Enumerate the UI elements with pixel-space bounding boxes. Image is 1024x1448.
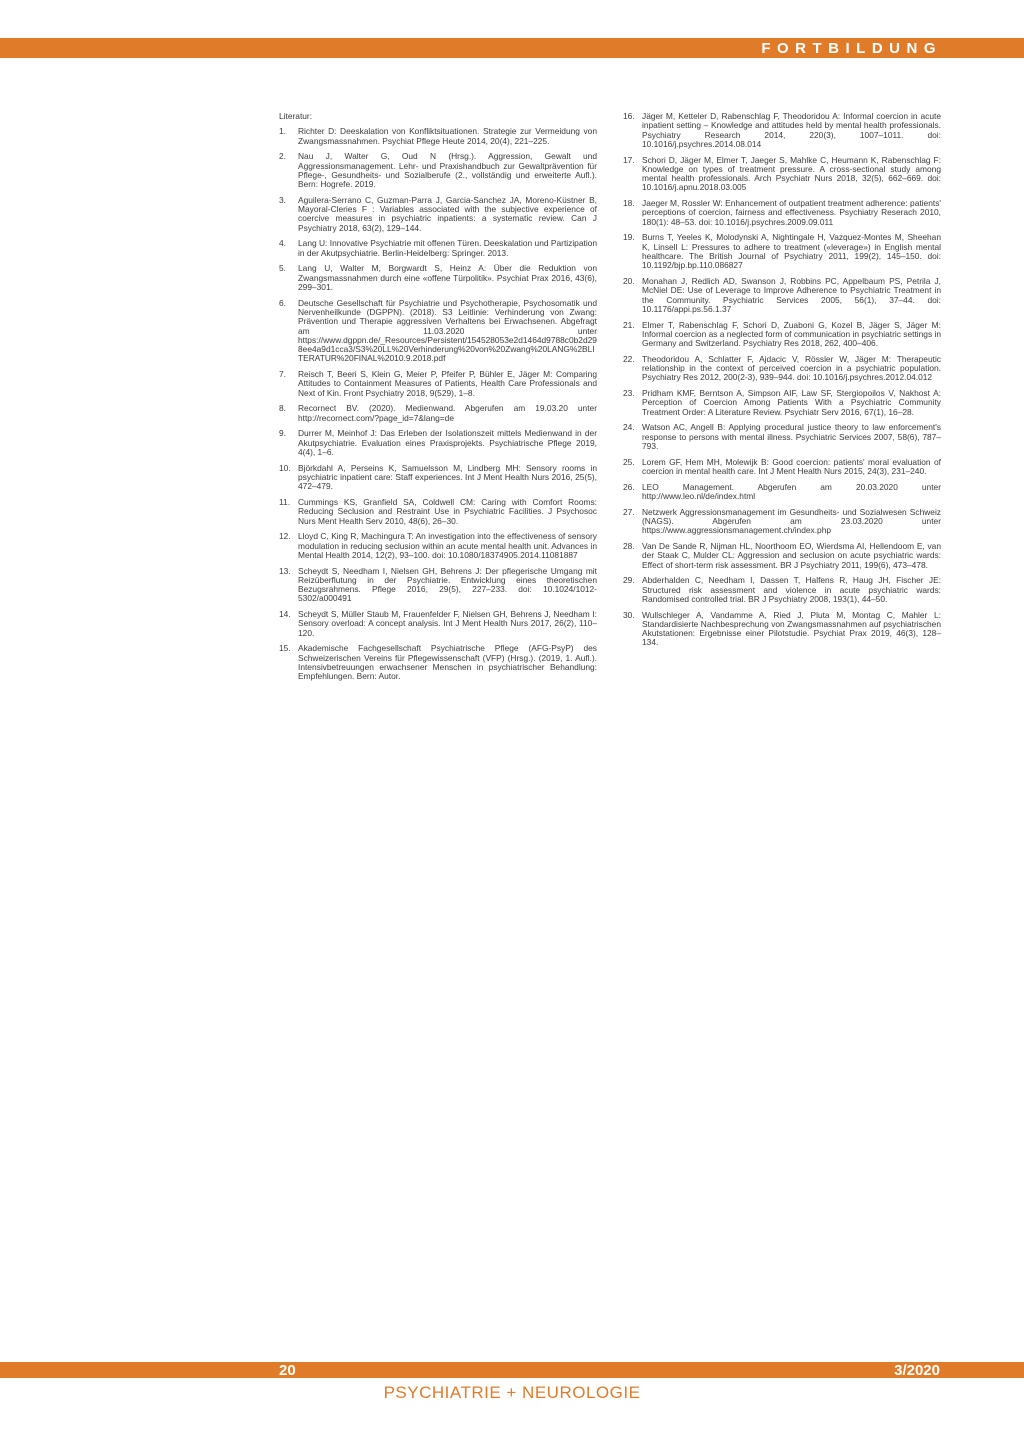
reference-item xyxy=(623,508,941,536)
reference-number: 27. xyxy=(623,506,635,517)
reference-item xyxy=(279,127,597,146)
reference-number: 6. xyxy=(279,297,286,308)
reference-text: LEO Management. Abgerufen am 20.03.2020 unter http://www.leo.nl/de/index.html xyxy=(642,481,941,501)
reference-number: 2. xyxy=(279,151,286,162)
reference-text: Burns T, Yeeles K, Molodynski A, Nightingale H, Vazquez-Montes M, Sheehan K, Linsell L: Pressures to adhere to treatment («leverage») in English mental healthcare. The British Journal of Psychiatry 2011, 199(2), 145–150. doi: 10.1192/bjp.bp.110.086827 xyxy=(642,232,941,271)
reference-item xyxy=(279,404,597,423)
reference-item xyxy=(623,156,941,193)
literature-heading: Literatur: xyxy=(279,111,313,121)
reference-item xyxy=(623,199,941,227)
reference-number: 11. xyxy=(279,497,291,507)
reference-item xyxy=(279,464,597,492)
reference-number: 1. xyxy=(279,126,286,137)
references-column-right xyxy=(623,112,941,654)
reference-number: 15. xyxy=(279,643,291,654)
footer-band xyxy=(0,1362,1024,1378)
reference-text: Scheydt S, Müller Staub M, Frauenfelder F, Nielsen GH, Behrens J, Needham I: Sensory overload: A concept analysis. Int J Ment Health Nurs 2017, 26(2), 110–120. xyxy=(298,609,597,638)
journal-title: PSYCHIATRIE + NEUROLOGIE xyxy=(383,1383,641,1402)
reference-text: Björkdahl A, Perseins K, Samuelsson M, Lindberg MH: Sensory rooms in psychiatric inpatient care: Staff experiences. Int J Ment Health Nurs 2016, 25(5), 472–479. xyxy=(298,462,597,492)
reference-item xyxy=(279,498,597,526)
reference-item xyxy=(623,611,941,648)
reference-list-left xyxy=(279,127,597,681)
reference-number: 17. xyxy=(623,154,635,165)
reference-number: 25. xyxy=(623,456,635,467)
reference-number: 8. xyxy=(279,403,286,414)
reference-text: Lang U: Innovative Psychiatrie mit offenen Türen. Deeskalation und Partizipation in der Akutpsychiatrie. Berlin-Heidelberg: Springer. 2013. xyxy=(298,238,597,258)
reference-text: Theodoridou A, Schlatter F, Ajdacic V, Rössler W, Jäger M: Therapeutic relationship in the context of perceived coercion in a psychiatric population. Psychiatry Res 2012, 200(2-3), 939–944. doi: 10.1016/j.psychres.2012.04.012 xyxy=(642,353,941,383)
reference-text: Wullschleger A, Vandamme A, Ried J, Pluta M, Montag C, Mahler L: Standardisierte Nachbesprechung von Zwangsmassnahmen auf psychiatrischen Akutstationen: Ergebnisse einer Pilotstudie. Psychiat Prax 2019, 46(3), 128–134. xyxy=(642,609,941,648)
reference-item xyxy=(623,458,941,477)
reference-text: Deutsche Gesellschaft für Psychiatrie und Psychotherapie, Psychosomatik und Nervenheilkunde (DGPPN). (2018). S3 Leitlinie: Verhinderung von Zwang: Prävention und Therapie aggressiven Verhaltens bei Erwachsenen. Abgefragt am 11.03.2020 unter https://www.dgppn.de/_Resources/Persistent/154528053e2d1464d9788c0b2d298ee4a9d1cca3/S3%20LL%20Verhinderung%20von%20Zwang%20LANG%2BLITERATUR%20FINAL%2010.9.2018.pdf xyxy=(298,297,597,364)
reference-number: 30. xyxy=(623,609,635,620)
section-title: FORTBILDUNG xyxy=(761,40,942,57)
reference-text: Lang U, Walter M, Borgwardt S, Heinz A: Über die Reduktion von Zwangsmassnahmen durch eine «offene Türpolitik». Psychiat Prax 2016, 43(6), 299–301. xyxy=(298,263,597,293)
reference-item xyxy=(279,239,597,258)
reference-text: Jäger M, Ketteler D, Rabenschlag F, Theodoridou A: Informal coercion in acute inpatient setting – Knowledge and attitudes held by mental health professionals. Psychiatry Research 2014, 220(3), 1007–1011. doi: 10.1016/j.psychres.2014.08.014 xyxy=(642,111,941,149)
reference-number: 16. xyxy=(623,111,635,121)
reference-text: Jaeger M, Rossler W: Enhancement of outpatient treatment adherence: patients' perceptions of coercion, fairness and effectiveness. Psychiatry Reserach 2010, 180(1): 48–53. doi: 10.1016/j.psychres.2009.09.011 xyxy=(642,198,941,227)
reference-number: 28. xyxy=(623,540,635,551)
reference-text: Aguilera-Serrano C, Guzman-Parra J, Garcia-Sanchez JA, Moreno-Küstner B, Mayoral-Cleries F : Variables associated with the subjective experience of coercive measures in psychiatric inpatients: a systematic review. Can J Psychiatry 2018, 63(2), 129–144. xyxy=(298,194,597,233)
reference-text: Pridham KMF, Berntson A, Simpson AIF, Law SF, Stergiopoilos V, Nakhost A: Perception of Coercion Among Patients With a Psychiatric Community Treatment Order: A Literature Review. Psychiatr Serv 2016, 67(1), 16–28. xyxy=(642,388,941,417)
reference-text: Lorem GF, Hem MH, Molewijk B: Good coercion: patients' moral evaluation of coercion in mental health care. Int J Ment Health Nurs 2015, 24(3), 231–240. xyxy=(642,456,941,477)
issue-number: 3/2020 xyxy=(894,1362,940,1379)
reference-number: 14. xyxy=(279,609,291,620)
reference-number: 3. xyxy=(279,194,286,205)
reference-text: Reisch T, Beeri S, Klein G, Meier P, Pfeifer P, Bühler E, Jäger M: Comparing Attitudes to Containment Measures of Patients, Health Care Professionals and Next of Kin. Front Psychiatry 2018, 9(529), 1–8. xyxy=(298,369,597,398)
page-number: 20 xyxy=(279,1362,296,1379)
reference-number: 19. xyxy=(623,232,635,243)
reference-list-right xyxy=(623,112,941,648)
reference-item xyxy=(279,610,597,638)
reference-text: Recornect BV. (2020). Medienwand. Abgerufen am 19.03.20 unter http://recornect.com/?page_id=7&lang=de xyxy=(298,403,597,423)
reference-number: 23. xyxy=(623,388,635,399)
reference-item xyxy=(279,532,597,560)
reference-number: 24. xyxy=(623,422,635,433)
reference-item xyxy=(279,567,597,604)
reference-text: Cummings KS, Granfield SA, Coldwell CM: Caring with Comfort Rooms: Reducing Seclusion and Restraint Use in Psychiatric Facilities. J Psychosoc Nurs Ment Health Serv 2010, 48(6), 26–30. xyxy=(298,497,597,526)
references-column-left xyxy=(279,112,597,688)
reference-number: 7. xyxy=(279,369,286,380)
reference-item xyxy=(623,423,941,451)
reference-item xyxy=(623,389,941,417)
reference-item xyxy=(279,152,597,189)
reference-text: Lloyd C, King R, Machingura T: An investigation into the effectiveness of sensory modulation in reducing seclusion within an acute mental health unit. Advances in Mental Health 2014, 12(2), 93–100. doi: 10.1080/18374905.2014.11081887 xyxy=(298,531,597,560)
reference-number: 29. xyxy=(623,575,635,586)
reference-text: Elmer T, Rabenschlag F, Schori D, Zuaboni G, Kozel B, Jäger S, Jäger M: Informal coercion as a neglected form of communication in psychiatric settings in Germany and Switzerland. Psychiatry Res 2018, 262, 400–406. xyxy=(642,319,941,349)
reference-item xyxy=(623,112,941,149)
reference-item xyxy=(623,277,941,314)
reference-text: Schori D, Jäger M, Elmer T, Jaeger S, Mahlke C, Heumann K, Rabenschlag F: Knowledge on types of treatment pressure. A cross-sectional study among mental health professionals. Arch Psychiatr Nurs 2018, 32(5), 662–669. doi: 10.1016/j.apnu.2018.03.005 xyxy=(642,154,941,193)
reference-text: Akademische Fachgesellschaft Psychiatrische Pflege (AFG-PsyP) des Schweizerischen Vereins für Pflegewissenschaft (VFP) (Hrsg.). (2019, 1. Aufl.). Intensivbetreuungen erwachsener Menschen in psychiatrischer Behandlung: Empfehlungen. Bern: Autor. xyxy=(298,643,597,682)
reference-number: 13. xyxy=(279,565,291,576)
reference-item xyxy=(623,483,941,502)
reference-text: Monahan J, Redlich AD, Swanson J, Robbins PC, Appelbaum PS, Petrila J, McNiel DE: Use of Leverage to Improve Adherence to Psychiatric Treatment in the Community. Psychiatric Services 2005, 56(1), 37–44. doi: 10.1176/appi.ps.56.1.37 xyxy=(642,276,941,314)
reference-text: Watson AC, Angell B: Applying procedural justice theory to law enforcement's response to persons with mental illness. Psychiatric Services 2007, 58(6), 787–793. xyxy=(642,422,941,452)
reference-item xyxy=(279,264,597,292)
reference-item xyxy=(623,542,941,570)
reference-number: 5. xyxy=(279,263,286,274)
reference-item xyxy=(623,355,941,383)
reference-text: Durrer M, Meinhof J: Das Erleben der Isolationszeit mittels Medienwand in der Akutpsychiatrie. Evaluation eines Praxisprojekts. Psychiatrische Pflege 2019, 4(4), 1–6. xyxy=(298,428,597,458)
reference-item xyxy=(623,321,941,349)
reference-number: 9. xyxy=(279,428,286,439)
reference-item xyxy=(279,299,597,364)
reference-number: 4. xyxy=(279,238,286,249)
reference-text: Van De Sande R, Nijman HL, Noorthoom EO, Wierdsma AI, Hellendoom E, van der Staak C, Mulder CL: Aggression and seclusion on acute psychiatric wards: Effect of short-term risk assessment. BR J Psychiatry 2011, 199(6), 473–478. xyxy=(642,540,941,570)
reference-item xyxy=(279,644,597,681)
reference-number: 10. xyxy=(279,462,291,473)
reference-item xyxy=(623,233,941,270)
reference-item xyxy=(623,576,941,604)
reference-number: 12. xyxy=(279,531,291,542)
reference-text: Nau J, Walter G, Oud N (Hrsg.). Aggression, Gewalt und Aggressionsmanagement. Lehr- und Praxishandbuch zur Gewaltprävention für Pflege-, Gesundheits- und Sozialberufe (2., vollständig und erweiterte Aufl.). Bern: Hogrefe. 2019. xyxy=(298,151,597,190)
reference-text: Richter D: Deeskalation von Konfliktsituationen. Strategie zur Vermeidung von Zwangsmassnahmen. Psychiat Pflege Heute 2014, 20(4), 221–225. xyxy=(298,126,597,146)
reference-text: Abderhalden C, Needham I, Dassen T, Halfens R, Haug JH, Fischer JE: Structured risk assessment and violence in acute psychiatric wards: Randomised controlled trial. BR J Psychiatry 2008, 193(1), 44–50. xyxy=(642,575,941,604)
reference-number: 20. xyxy=(623,276,635,287)
reference-item xyxy=(279,429,597,457)
reference-item xyxy=(279,370,597,398)
reference-text: Netzwerk Aggressionsmanagement im Gesundheits- und Sozialwesen Schweiz (NAGS). Abgerufen am 23.03.2020 unter https://www.aggressionsmanagement.ch/index.php xyxy=(642,506,941,536)
reference-text: Scheydt S, Needham I, Nielsen GH, Behrens J: Der pflegerische Umgang mit Reizüberflutung in der Psychiatrie. Entwicklung eines theoretischen Bezugsrahmens. Pflege 2016, 29(5), 227–233. doi: 10.1024/1012-5302/a000491 xyxy=(298,565,597,604)
reference-number: 18. xyxy=(623,198,635,209)
reference-item xyxy=(279,196,597,233)
reference-number: 22. xyxy=(623,353,635,364)
header-band xyxy=(0,38,1024,58)
reference-number: 21. xyxy=(623,319,635,330)
reference-number: 26. xyxy=(623,481,635,492)
